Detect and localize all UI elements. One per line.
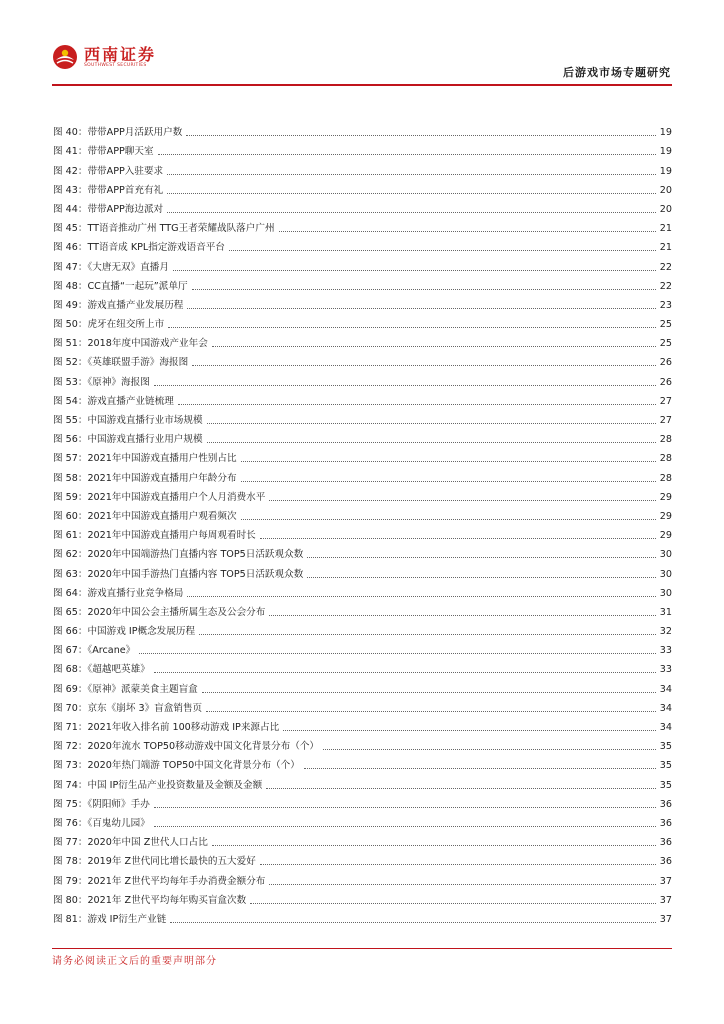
toc-dot-leader [167, 193, 656, 194]
toc-dot-leader [260, 538, 656, 539]
toc-entry-page-number: 19 [659, 165, 672, 177]
toc-entry-label: 图 62：2020年中国端游热门直播内容 TOP5日活跃观众数 [53, 549, 304, 561]
toc-entry-page-number: 20 [659, 203, 672, 215]
toc-entry[interactable] [53, 907, 672, 926]
toc-entry[interactable] [53, 389, 672, 408]
toc-entry[interactable] [53, 293, 672, 312]
toc-entry-label: 图 56：中国游戏直播行业用户规模 [53, 434, 203, 446]
toc-entry-page-number: 35 [659, 779, 672, 791]
toc-entry[interactable] [53, 504, 672, 523]
toc-entry-page-number: 35 [659, 760, 672, 772]
toc-entry-page-number: 26 [659, 357, 672, 369]
toc-dot-leader [229, 250, 656, 251]
toc-entry-label: 图 78：2019年 Z世代同比增长最快的五大爱好 [53, 856, 256, 868]
toc-entry-label: 图 61：2021年中国游戏直播用户每周观看时长 [53, 530, 256, 542]
toc-entry-page-number: 21 [659, 242, 672, 254]
toc-entry-label: 图 46：TT语音成 KPL指定游戏语音平台 [53, 242, 225, 254]
toc-dot-leader [187, 596, 655, 597]
toc-dot-leader [241, 481, 656, 482]
toc-entry[interactable] [53, 849, 672, 868]
toc-entry[interactable] [53, 772, 672, 791]
toc-dot-leader [266, 788, 656, 789]
toc-dot-leader [186, 135, 655, 136]
toc-entry[interactable] [53, 811, 672, 830]
toc-dot-leader [167, 174, 656, 175]
toc-entry-label: 图 69：《原神》派蒙美食主题盲盒 [53, 683, 198, 695]
toc-entry-page-number: 30 [659, 587, 672, 599]
toc-entry[interactable] [53, 619, 672, 638]
toc-entry-label: 图 52：《英雄联盟手游》海报图 [53, 357, 189, 369]
toc-dot-leader [269, 500, 655, 501]
toc-entry-label: 图 81：游戏 IP衍生产业链 [53, 913, 167, 925]
page-header [0, 0, 724, 90]
toc-entry-page-number: 32 [659, 626, 672, 638]
toc-entry[interactable] [53, 254, 672, 273]
toc-entry-label: 图 48：CC直播“一起玩”派单厅 [53, 280, 188, 292]
toc-entry-page-number: 28 [659, 453, 672, 465]
toc-dot-leader [154, 807, 656, 808]
toc-entry-page-number: 35 [659, 741, 672, 753]
toc-entry-label: 图 75：《阴阳师》手办 [53, 798, 150, 810]
toc-entry-label: 图 59：2021年中国游戏直播用户个人月消费水平 [53, 491, 266, 503]
toc-entry[interactable] [53, 427, 672, 446]
toc-dot-leader [168, 327, 656, 328]
toc-dot-leader [173, 270, 656, 271]
toc-entry[interactable] [53, 792, 672, 811]
toc-entry-page-number: 25 [659, 319, 672, 331]
toc-dot-leader [199, 634, 656, 635]
toc-dot-leader [170, 922, 656, 923]
toc-entry-label: 图 57：2021年中国游戏直播用户性别占比 [53, 453, 237, 465]
toc-dot-leader [154, 672, 656, 673]
toc-entry-label: 图 54：游戏直播产业链梳理 [53, 395, 174, 407]
toc-entry-label: 图 71：2021年收入排名前 100移动游戏 IP来源占比 [53, 722, 280, 733]
toc-entry[interactable] [53, 178, 672, 197]
toc-entry[interactable] [53, 676, 672, 695]
toc-entry-page-number: 20 [659, 184, 672, 196]
toc-entry-label: 图 43：带带APP首充有礼 [53, 184, 164, 196]
toc-entry[interactable] [53, 408, 672, 427]
toc-dot-leader [178, 404, 656, 405]
toc-dot-leader [212, 346, 656, 347]
toc-entry[interactable] [53, 350, 672, 369]
toc-dot-leader [187, 308, 655, 309]
toc-entry-page-number: 36 [659, 798, 672, 810]
company-logo-icon [52, 44, 78, 70]
toc-entry-label: 图 53：《原神》海报图 [53, 376, 150, 388]
toc-entry-page-number: 36 [659, 817, 672, 829]
toc-entry-label: 图 80：2021年 Z世代平均每年购买盲盒次数 [53, 894, 247, 906]
toc-dot-leader [304, 768, 656, 769]
toc-entry-label: 图 55：中国游戏直播行业市场规模 [53, 415, 203, 426]
figure-index-list [53, 120, 672, 926]
footer-disclaimer: 请务必阅读正文后的重要声明部分 [52, 956, 217, 967]
toc-entry-label: 图 68：《超越吧英雄》 [53, 664, 150, 676]
toc-entry-page-number: 36 [659, 856, 672, 868]
toc-entry[interactable] [53, 197, 672, 216]
toc-entry-label: 图 76：《百鬼幼儿园》 [53, 817, 150, 829]
toc-entry-label: 图 70：京东《崩坏 3》盲盒销售页 [53, 702, 203, 714]
toc-entry-label: 图 74：中国 IP衍生品产业投资数量及金额及金额 [53, 779, 263, 791]
toc-entry[interactable] [53, 465, 672, 484]
toc-dot-leader [212, 845, 656, 846]
toc-entry-label: 图 60：2021年中国游戏直播用户观看频次 [53, 510, 237, 522]
company-logo [52, 44, 156, 70]
toc-entry-page-number: 28 [659, 472, 672, 484]
toc-entry-label: 图 42：带带APP入驻要求 [53, 165, 164, 177]
toc-entry-page-number: 21 [659, 223, 672, 235]
toc-entry[interactable] [53, 485, 672, 504]
toc-dot-leader [260, 864, 656, 865]
toc-entry-page-number: 23 [659, 299, 672, 311]
toc-entry-page-number: 27 [659, 415, 672, 426]
toc-entry-label: 图 45：TT语音推动广州 TTG王者荣耀战队落户广州 [53, 223, 275, 235]
toc-entry[interactable] [53, 446, 672, 465]
toc-entry[interactable] [53, 638, 672, 657]
toc-dot-leader [154, 826, 656, 827]
toc-dot-leader [139, 653, 656, 654]
toc-entry[interactable] [53, 369, 672, 388]
toc-entry-page-number: 33 [659, 664, 672, 676]
toc-dot-leader [154, 385, 656, 386]
toc-dot-leader [241, 519, 656, 520]
toc-dot-leader [269, 884, 655, 885]
toc-entry[interactable] [53, 542, 672, 561]
toc-entry[interactable] [53, 868, 672, 887]
logo-chinese-name: 西南证券 [84, 44, 157, 64]
toc-entry[interactable] [53, 600, 672, 619]
toc-entry-page-number: 36 [659, 837, 672, 849]
report-title: 后游戏市场专题研究 [563, 66, 671, 79]
toc-entry-page-number: 27 [659, 395, 672, 407]
header-divider [52, 84, 672, 86]
toc-entry-label: 图 40：带带APP月活跃用户数 [53, 127, 183, 139]
toc-dot-leader [206, 711, 656, 712]
toc-entry-label: 图 47：《大唐无双》直播月 [53, 261, 169, 273]
toc-dot-leader [192, 365, 656, 366]
toc-entry-label: 图 51：2018年度中国游戏产业年会 [53, 338, 208, 350]
toc-entry-label: 图 73：2020年热门端游 TOP50中国文化背景分布（个） [53, 760, 300, 772]
toc-entry-label: 图 50：虎牙在纽交所上市 [53, 319, 165, 331]
toc-entry[interactable] [53, 274, 672, 293]
toc-dot-leader [283, 730, 656, 731]
toc-entry-page-number: 22 [659, 261, 672, 273]
toc-dot-leader [202, 692, 656, 693]
toc-entry[interactable] [53, 753, 672, 772]
toc-entry-page-number: 26 [659, 376, 672, 388]
toc-dot-leader [192, 289, 656, 290]
toc-dot-leader [269, 615, 655, 616]
toc-entry[interactable] [53, 139, 672, 158]
toc-entry[interactable] [53, 312, 672, 331]
toc-entry-label: 图 63：2020年中国手游热门直播内容 TOP5日活跃观众数 [53, 568, 304, 580]
toc-dot-leader [307, 557, 655, 558]
toc-dot-leader [323, 749, 656, 750]
toc-entry-label: 图 65：2020年中国公会主播所属生态及公会分布 [53, 606, 266, 618]
toc-entry[interactable] [53, 331, 672, 350]
toc-entry-label: 图 41：带带APP聊天室 [53, 146, 154, 158]
toc-entry[interactable] [53, 158, 672, 177]
toc-entry-label: 图 67：《Arcane》 [53, 645, 136, 657]
toc-entry-page-number: 30 [659, 549, 672, 561]
toc-dot-leader [207, 423, 656, 424]
toc-entry-page-number: 29 [659, 510, 672, 522]
toc-entry-page-number: 19 [659, 146, 672, 158]
toc-entry-page-number: 34 [659, 683, 672, 695]
toc-entry-page-number: 29 [659, 491, 672, 503]
toc-entry-page-number: 31 [659, 606, 672, 618]
toc-entry[interactable] [53, 561, 672, 580]
toc-entry[interactable] [53, 734, 672, 753]
logo-english-name: SOUTHWEST SECURITIES [84, 62, 147, 68]
toc-entry-label: 图 64：游戏直播行业竞争格局 [53, 587, 184, 599]
toc-entry-label: 图 72：2020年流水 TOP50移动游戏中国文化背景分布（个） [53, 741, 320, 753]
toc-entry-label: 图 58：2021年中国游戏直播用户年龄分布 [53, 472, 237, 484]
toc-entry[interactable] [53, 120, 672, 139]
toc-dot-leader [250, 903, 656, 904]
toc-entry-page-number: 33 [659, 645, 672, 657]
toc-entry[interactable] [53, 216, 672, 235]
toc-entry-page-number: 19 [659, 127, 672, 139]
toc-dot-leader [241, 461, 656, 462]
toc-entry[interactable] [53, 581, 672, 600]
toc-entry-page-number: 22 [659, 280, 672, 292]
toc-entry[interactable] [53, 235, 672, 254]
toc-entry[interactable] [53, 830, 672, 849]
toc-entry-label: 图 79：2021年 Z世代平均每年手办消费金额分布 [53, 875, 266, 887]
toc-dot-leader [307, 577, 655, 578]
toc-entry[interactable] [53, 657, 672, 676]
toc-dot-leader [207, 442, 656, 443]
footer-divider [52, 948, 672, 949]
toc-entry-page-number: 37 [659, 894, 672, 906]
toc-entry-page-number: 25 [659, 338, 672, 350]
toc-entry-page-number: 28 [659, 434, 672, 446]
toc-entry[interactable] [53, 523, 672, 542]
toc-entry-page-number: 37 [659, 875, 672, 887]
toc-entry-page-number: 30 [659, 568, 672, 580]
toc-dot-leader [279, 231, 656, 232]
toc-entry-page-number: 34 [659, 722, 672, 733]
toc-entry-page-number: 37 [659, 913, 672, 925]
toc-entry-page-number: 34 [659, 702, 672, 714]
toc-entry-label: 图 66：中国游戏 IP概念发展历程 [53, 626, 196, 638]
toc-entry-label: 图 44：带带APP海边派对 [53, 203, 164, 215]
toc-dot-leader [158, 154, 656, 155]
toc-entry-label: 图 49：游戏直播产业发展历程 [53, 299, 184, 311]
toc-entry[interactable] [53, 715, 672, 734]
toc-entry[interactable] [53, 888, 672, 907]
toc-entry[interactable] [53, 696, 672, 715]
toc-dot-leader [167, 212, 656, 213]
toc-entry-label: 图 77：2020年中国 Z世代人口占比 [53, 837, 208, 849]
toc-entry-page-number: 29 [659, 530, 672, 542]
